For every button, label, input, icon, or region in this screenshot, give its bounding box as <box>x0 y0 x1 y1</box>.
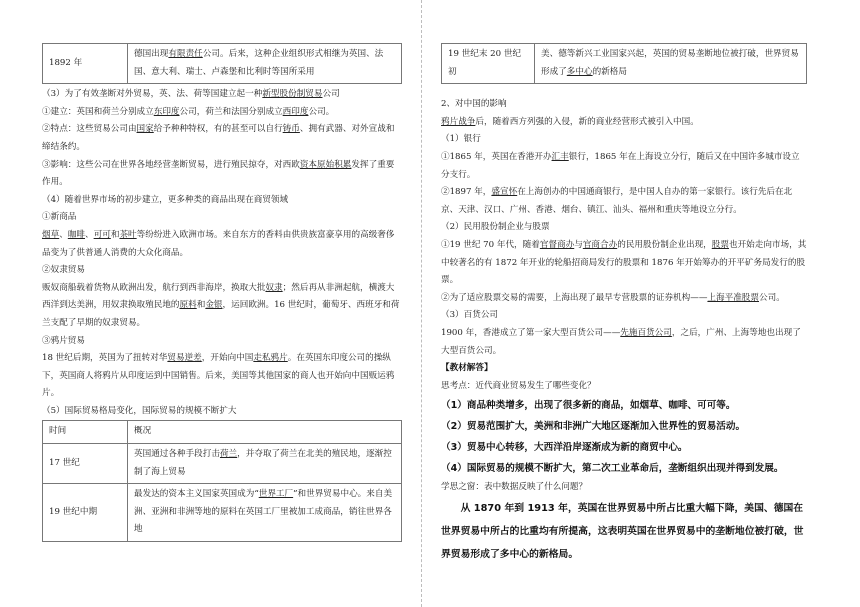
para-features: ②特点：这些贸易公司由国家给予种种特权，有的甚至可以自行铸币、拥有武器、对外宣战和缔结条约。 <box>42 124 395 152</box>
answer-3: （3）贸易中心转移，大西洋沿岸逐渐成为新的商贸中心。 <box>441 442 688 454</box>
table-19c-end <box>441 43 807 84</box>
para-slave-title: ②奴隶贸易 <box>42 265 85 276</box>
answer-2: （2）贸易范围扩大，美洲和非洲广大地区逐渐加入世界性的贸易活动。 <box>441 421 746 433</box>
final-answer: 从 1870 年到 1913 年，英国在世界贸易中所占比重大幅下降，美国、德国在世界贸易中所占的比重均有所提高，这表明英国在世界贸易中的垄断地位被打破，世界贸易形成了多中心的新格局。 <box>441 502 804 560</box>
cell-time: 1892 年 <box>43 44 128 84</box>
para-impact: ③影响：这些公司在世界各地经营垄断贸易，进行殖民掠夺，对西欧资本原始积累发挥了重要作用。 <box>42 159 395 188</box>
para-stock-title: （2）民用股份制企业与股票 <box>441 222 550 233</box>
cell-desc: 美、德等新兴工业国家兴起，英国的贸易垄断地位被打破，世界贸易形成了多中心的新格局 <box>535 44 807 84</box>
para-hsbc: ①1865 年，英国在香港开办汇丰银行，1865 年在上海设立分行，随后又在中国许多城市设立分支行。 <box>441 151 800 180</box>
learn-question: 学思之窗：表中数据反映了什么问题？ <box>441 482 588 493</box>
para-3: （3）为了有效垄断对外贸易，英、法、荷等国建立起一种新型股份制贸易公司 <box>42 89 340 100</box>
para-dept-title: （3）百货公司 <box>441 310 499 321</box>
table-trade-pattern <box>42 420 402 542</box>
answer-4: （4）国际贸易的规模不断扩大，第二次工业革命后，垄断组织出现并得到发展。 <box>441 463 784 475</box>
cell-desc: 德国出现有限责任公司。后来，这种企业组织形式相继为英国、法国、意大利、瑞士、卢森堡和比利时等国所采用 <box>128 44 402 84</box>
para-new-goods: 烟草、咖啡、可可和茶叶等纷纷进入欧洲市场。来自东方的香料由供贵族富豪享用的高级奢侈品变为了供普通人消费的大众化商品。 <box>42 229 395 258</box>
section-china-impact: 2、对中国的影响 <box>441 99 507 110</box>
para-stock: ①19 世纪 70 年代，随着官督商办与官商合办的民用股份制企业出现，股票也开始走向市场，其中较著名的有 1872 年开业的轮船招商局发行的股票和 1876 年开始筹办的开平矿务局发行的股票。 <box>441 239 807 286</box>
right-column <box>441 0 807 566</box>
header-overview: 概况 <box>128 421 402 444</box>
cell-17c-desc: 英国通过各种手段打击荷兰，并夺取了荷兰在北美的殖民地，逐渐控制了海上贸易 <box>128 444 402 484</box>
para-4: （4）随着世界市场的初步建立，更多种类的商品出现在商贸领域 <box>42 194 289 205</box>
para-dept: 1900 年，香港成立了第一家大型百货公司——先施百货公司，之后，广州、上海等地也出现了大型百货公司。 <box>441 327 801 356</box>
para-slave: 贩奴商船载着货物从欧洲出发，航行到西非海岸，换取大批奴隶；然后再从非洲起航，横渡大西洋到达美洲，用奴隶换取殖民地的原料和金银，运回欧洲。16 世纪时，葡萄牙、西班牙和荷兰支配了早期的奴隶贸易。 <box>42 282 400 328</box>
para-commerce-bank: ②1897 年，盛宣怀在上海创办的中国通商银行，是中国人自办的第一家银行。该行先后在北京、天津、汉口、广州、香港、烟台、镇江、汕头、福州和重庆等地设立分行。 <box>441 187 793 215</box>
para-exchange: ②为了适应股票交易的需要，上海出现了最早专营股票的证券机构——上海平准股票公司。 <box>441 292 785 303</box>
header-time: 时间 <box>43 421 128 444</box>
para-new-goods-title: ①新商品 <box>42 212 77 223</box>
cell-19c-mid: 19 世纪中期 <box>43 484 128 542</box>
cell-time: 19 世纪末 20 世纪初 <box>442 44 535 84</box>
heading-textbook-answer: 【教材解答】 <box>441 363 493 374</box>
para-bank-title: （1）银行 <box>441 134 481 145</box>
left-column <box>42 0 402 542</box>
cell-17c: 17 世纪 <box>43 444 128 484</box>
cell-19c-mid-desc: 最发达的资本主义国家英国成为“世界工厂”和世界贸易中心。来自美洲、亚洲和非洲等地的原料在英国工厂里被加工成商品，销往世界各地 <box>128 484 402 542</box>
answer-1: （1）商品种类增多，出现了很多新的商品，如烟草、咖啡、可可等。 <box>441 400 736 412</box>
para-opium: 18 世纪后期，英国为了扭转对华贸易逆差，开始向中国走私鸦片。在英国东印度公司的操纵下，英国商人将鸦片从印度运到中国销售。后来，美国等其他国家的商人也开始向中国贩运鸦片。 <box>42 353 395 399</box>
para-opium-title: ③鸦片贸易 <box>42 335 85 346</box>
table-1892 <box>42 43 402 84</box>
para-establish: ①建立：英国和荷兰分别成立东印度公司，荷兰和法国分别成立西印度公司。 <box>42 106 335 117</box>
para-5: （5）国际贸易格局变化，国际贸易的规模不断扩大 <box>42 405 237 416</box>
para-opium-war: 鸦片战争后，随着西方列强的入侵，新的商业经营形式被引入中国。 <box>441 116 699 127</box>
column-divider <box>421 0 422 607</box>
think-question: 思考点：近代商业贸易发生了哪些变化？ <box>441 380 596 391</box>
